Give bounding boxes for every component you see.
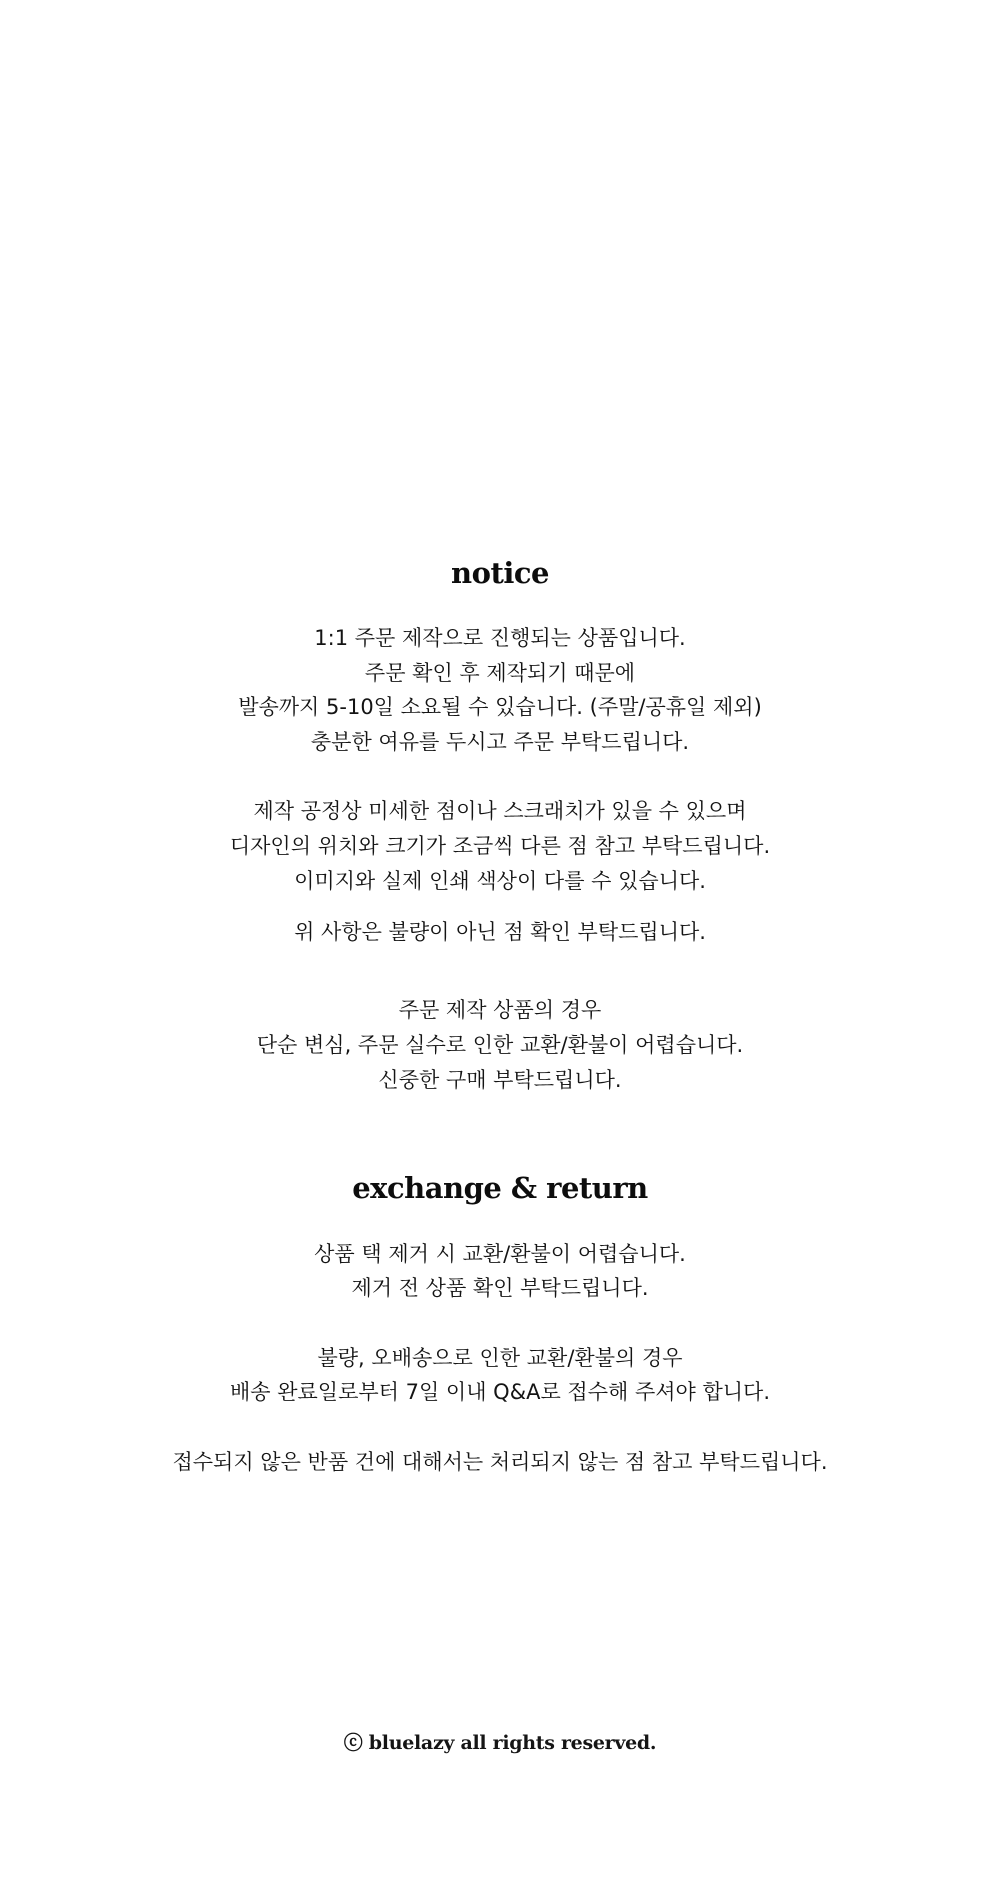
notice-line: 신중한 구매 부탁드립니다. xyxy=(378,1068,622,1092)
exchange-line: 접수되지 않은 반품 건에 대해서는 처리되지 않는 점 참고 부탁드립니다. xyxy=(172,1450,828,1474)
exchange-line: 제거 전 상품 확인 부탁드립니다. xyxy=(351,1276,649,1300)
notice-line: 단순 변심, 주문 실수로 인한 교환/환불이 어렵습니다. xyxy=(256,1033,744,1057)
notice-title: notice xyxy=(451,556,549,590)
exchange-line: 불량, 오배송으로 인한 교환/환불의 경우 xyxy=(317,1346,683,1370)
exchange-return-title: exchange & return xyxy=(352,1171,648,1205)
notice-line: 주문 제작 상품의 경우 xyxy=(398,998,602,1022)
notice-line: 이미지와 실제 인쇄 색상이 다를 수 있습니다. xyxy=(294,869,706,893)
notice-line: 제작 공정상 미세한 점이나 스크래치가 있을 수 있으며 xyxy=(253,799,747,823)
notice-line: 주문 확인 후 제작되기 때문에 xyxy=(364,661,636,685)
copyright-footer: ⓒ bluelazy all rights reserved. xyxy=(343,1732,657,1754)
exchange-line: 배송 완료일로부터 7일 이내 Q&A로 접수해 주셔야 합니다. xyxy=(229,1380,771,1404)
notice-line: 1:1 주문 제작으로 진행되는 상품입니다. xyxy=(314,626,686,650)
notice-line: 발송까지 5-10일 소요될 수 있습니다. (주말/공휴일 제외) xyxy=(238,695,762,719)
notice-line: 위 사항은 불량이 아닌 점 확인 부탁드립니다. xyxy=(294,920,706,944)
exchange-line: 상품 택 제거 시 교환/환불이 어렵습니다. xyxy=(314,1242,686,1266)
notice-line: 디자인의 위치와 크기가 조금씩 다른 점 참고 부탁드립니다. xyxy=(229,834,771,858)
notice-line: 충분한 여유를 두시고 주문 부탁드립니다. xyxy=(310,730,690,754)
